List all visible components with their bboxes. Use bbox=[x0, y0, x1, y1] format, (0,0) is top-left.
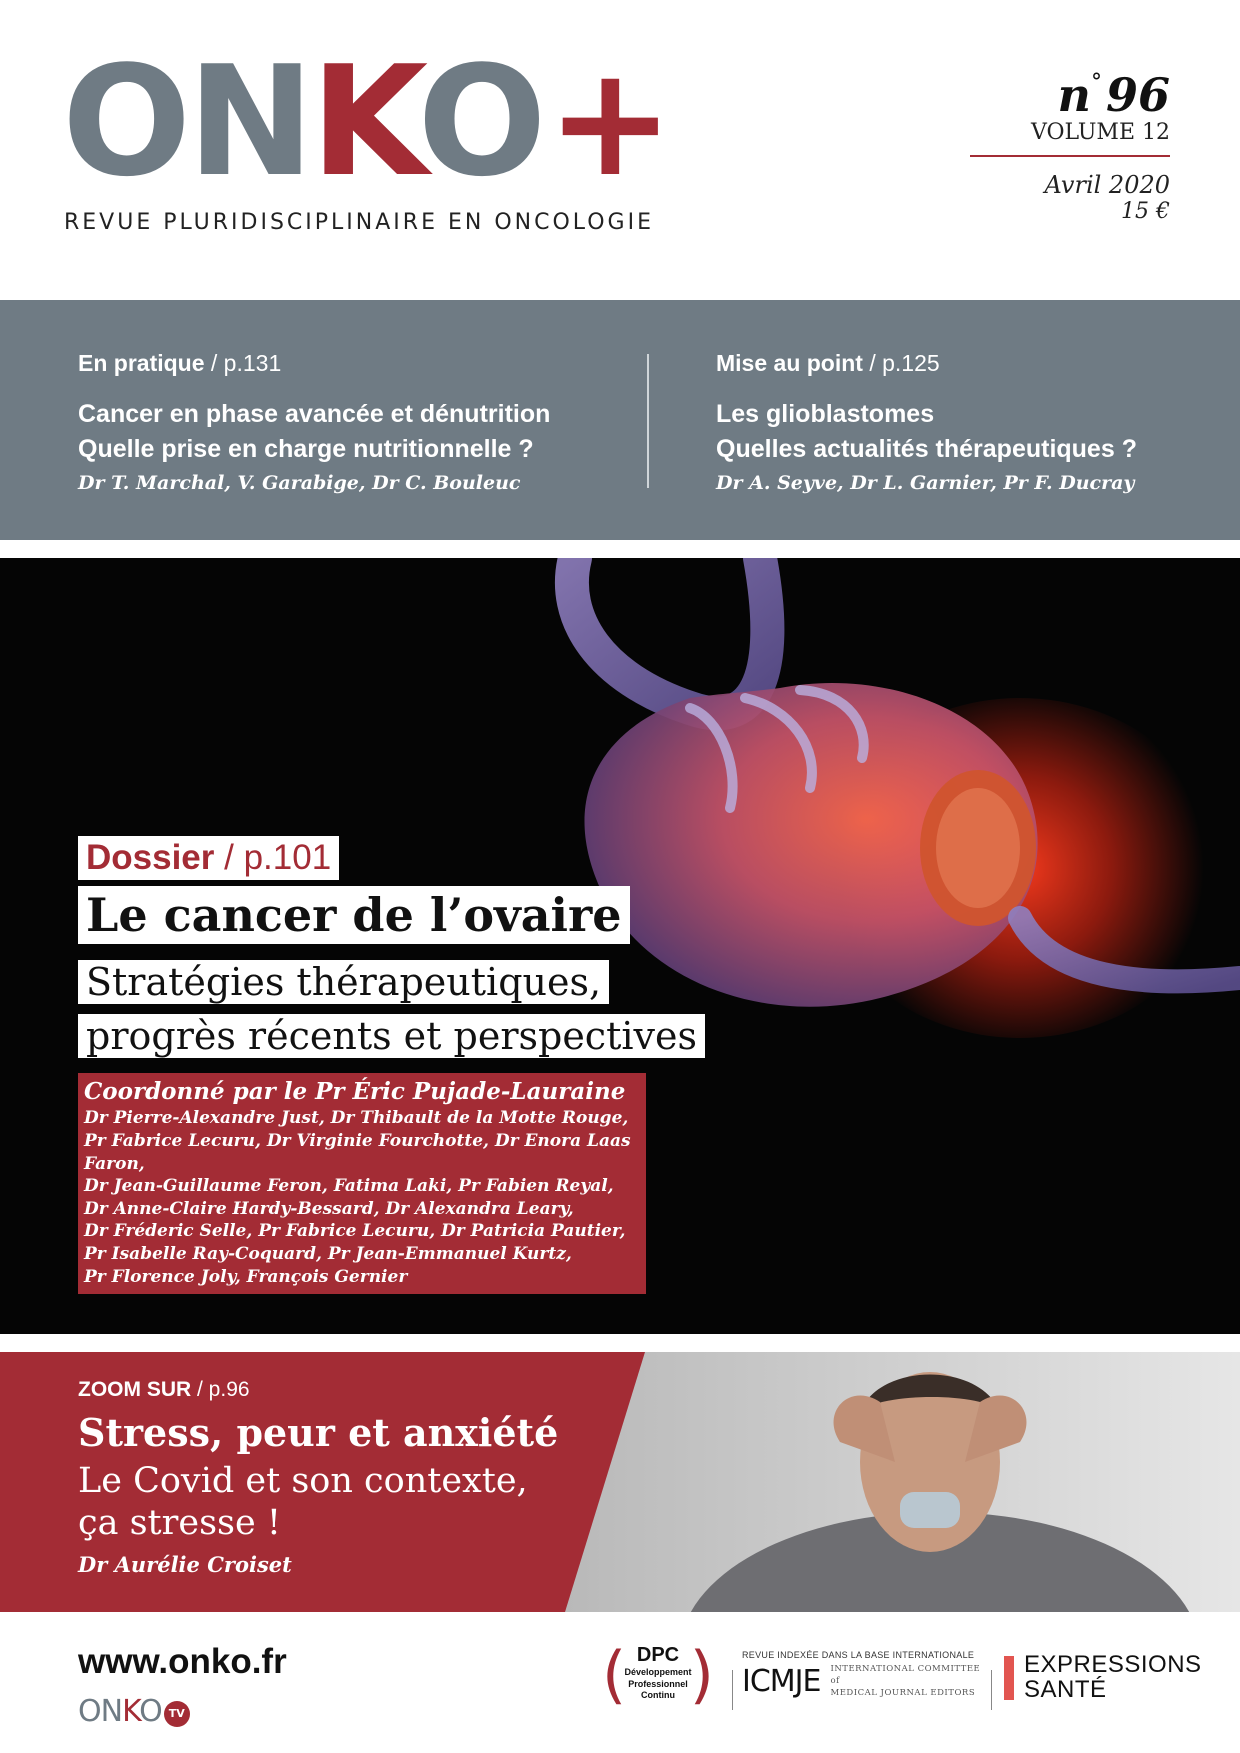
dpc-paren-right: ) bbox=[689, 1638, 714, 1711]
masthead bbox=[0, 0, 1240, 300]
dossier-author-list bbox=[84, 1107, 640, 1288]
icmje-logo bbox=[742, 1650, 982, 1700]
footer bbox=[0, 1612, 1240, 1753]
article-authors: Dr A. Seyve, Dr L. Garnier, Pr F. Ducray bbox=[716, 472, 1135, 494]
zoom-subtitle-line-2: ça stresse ! bbox=[78, 1503, 281, 1543]
icmje-divider-left bbox=[732, 1670, 733, 1710]
logo-o: O bbox=[417, 33, 543, 210]
kicker-label: En pratique bbox=[78, 350, 205, 376]
issue-date: Avril 2020 bbox=[1044, 171, 1170, 199]
onkotv-o: O bbox=[139, 1694, 162, 1729]
author-line: Pr Isabelle Ray-Coquard, Pr Jean-Emmanuel Kurtz, bbox=[84, 1244, 572, 1265]
issue-number bbox=[970, 68, 1170, 122]
zoom-sur-feature[interactable] bbox=[0, 1352, 1240, 1612]
dpc-line: Continu bbox=[641, 1690, 675, 1701]
publisher-name bbox=[1024, 1652, 1202, 1702]
zoom-subtitle-line-1: Le Covid et son contexte, bbox=[78, 1461, 528, 1501]
article-title bbox=[78, 393, 638, 470]
fallopian-tube bbox=[572, 558, 767, 713]
dossier-page: / p.101 bbox=[214, 838, 332, 877]
expressions-sante-logo bbox=[1004, 1652, 1202, 1702]
dpc-title: DPC bbox=[636, 1644, 680, 1666]
title-line-1: Cancer en phase avancée et dénutrition bbox=[78, 400, 551, 428]
icmje-row bbox=[742, 1664, 982, 1700]
ovarian-ligament bbox=[1020, 918, 1240, 981]
icmje-caption: REVUE INDEXÉE DANS LA BASE INTERNATIONALE bbox=[742, 1650, 975, 1660]
dossier-kicker bbox=[78, 836, 339, 880]
title-line-2: Quelles actualités thérapeutiques ? bbox=[716, 434, 1137, 463]
issue-divider bbox=[970, 155, 1170, 157]
icmje-acronym: ICMJE bbox=[742, 1664, 821, 1700]
kicker-page: / p.131 bbox=[204, 350, 282, 376]
author-line: Dr Fréderic Selle, Pr Fabrice Lecuru, Dr Patricia Pautier, bbox=[84, 1221, 626, 1242]
featured-articles-band bbox=[0, 300, 1240, 540]
article-authors: Dr T. Marchal, V. Garabige, Dr C. Bouleuc bbox=[78, 472, 521, 494]
author-line: Pr Fabrice Lecuru, Dr Virginie Fourchotte, Dr Enora Laas Faron, bbox=[84, 1131, 631, 1174]
author-line: Dr Jean-Guillaume Feron, Fatima Laki, Pr Fabien Reyal, bbox=[84, 1176, 614, 1197]
article-kicker bbox=[716, 350, 1216, 377]
article-en-pratique[interactable] bbox=[78, 350, 638, 494]
publisher-line-1: EXPRESSIONS bbox=[1024, 1651, 1202, 1678]
zoom-page: / p.96 bbox=[191, 1378, 250, 1401]
title-line-2: Quelle prise en charge nutritionnelle ? bbox=[78, 434, 534, 463]
dossier-subtitle-line-1: Stratégies thérapeutiques, bbox=[78, 960, 609, 1004]
tv-badge: TV bbox=[164, 1701, 190, 1727]
dpc-logo bbox=[602, 1638, 714, 1722]
volume: VOLUME 12 bbox=[1030, 120, 1170, 145]
article-kicker bbox=[78, 350, 638, 377]
article-title bbox=[716, 393, 1216, 470]
publisher-mark bbox=[1004, 1656, 1014, 1700]
icmje-fullname bbox=[830, 1664, 982, 1700]
dpc-line: Développement bbox=[624, 1667, 692, 1677]
onkotv-k: K bbox=[122, 1694, 140, 1729]
title-line-1: Les glioblastomes bbox=[716, 400, 935, 428]
publisher-line-2: SANTÉ bbox=[1024, 1676, 1107, 1704]
kicker-label: Mise au point bbox=[716, 350, 863, 376]
logo-k: K bbox=[310, 33, 418, 210]
issue-info bbox=[970, 68, 1170, 224]
logo-plus: + bbox=[546, 33, 670, 210]
kicker-page: / p.125 bbox=[862, 350, 940, 376]
author-line: Dr Anne-Claire Hardy-Bessard, Dr Alexandra Leary, bbox=[84, 1198, 574, 1219]
author-line: Pr Florence Joly, François Gernier bbox=[84, 1266, 408, 1287]
dossier-feature[interactable] bbox=[0, 558, 1240, 1334]
dossier-authors-box bbox=[78, 1073, 646, 1294]
zoom-author: Dr Aurélie Croiset bbox=[78, 1552, 292, 1577]
dossier-subtitle-line-2: progrès récents et perspectives bbox=[78, 1014, 705, 1058]
dpc-line: Professionnel bbox=[628, 1678, 688, 1689]
icmje-divider-right bbox=[991, 1670, 992, 1710]
logo-on: ON bbox=[62, 33, 311, 210]
dpc-paren-left: ( bbox=[602, 1638, 627, 1711]
issue-degree: ° bbox=[1090, 70, 1102, 95]
article-mise-au-point[interactable] bbox=[716, 350, 1216, 494]
website-link[interactable]: www.onko.fr bbox=[78, 1642, 287, 1681]
onko-logo bbox=[62, 33, 670, 210]
dossier-label: Dossier bbox=[86, 838, 215, 877]
author-line: Dr Pierre-Alexandre Just, Dr Thibault de la Motte Rouge, bbox=[84, 1108, 629, 1129]
onkotv-on: ON bbox=[78, 1694, 123, 1729]
issue-prefix: n bbox=[1057, 68, 1091, 122]
issue-price: 15 € bbox=[1121, 199, 1170, 224]
issue-number-value: 96 bbox=[1105, 68, 1170, 122]
zoom-subtitle bbox=[78, 1460, 598, 1544]
zoom-title: Stress, peur et anxiété bbox=[78, 1410, 559, 1455]
zoom-label: ZOOM SUR bbox=[78, 1378, 192, 1401]
band-divider bbox=[647, 354, 649, 488]
dossier-title: Le cancer de l’ovaire bbox=[78, 886, 630, 944]
dossier-coordinator: Coordonné par le Pr Éric Pujade-Lauraine bbox=[84, 1078, 626, 1105]
icmje-fullname-line-1: INTERNATIONAL COMMITTEE of bbox=[830, 1664, 981, 1686]
journal-subtitle: REVUE PLURIDISCIPLINAIRE EN ONCOLOGIE bbox=[64, 210, 654, 235]
icmje-fullname-line-2: MEDICAL JOURNAL EDITORS bbox=[830, 1687, 976, 1698]
onko-tv-logo bbox=[78, 1694, 190, 1729]
zoom-kicker bbox=[78, 1378, 250, 1402]
